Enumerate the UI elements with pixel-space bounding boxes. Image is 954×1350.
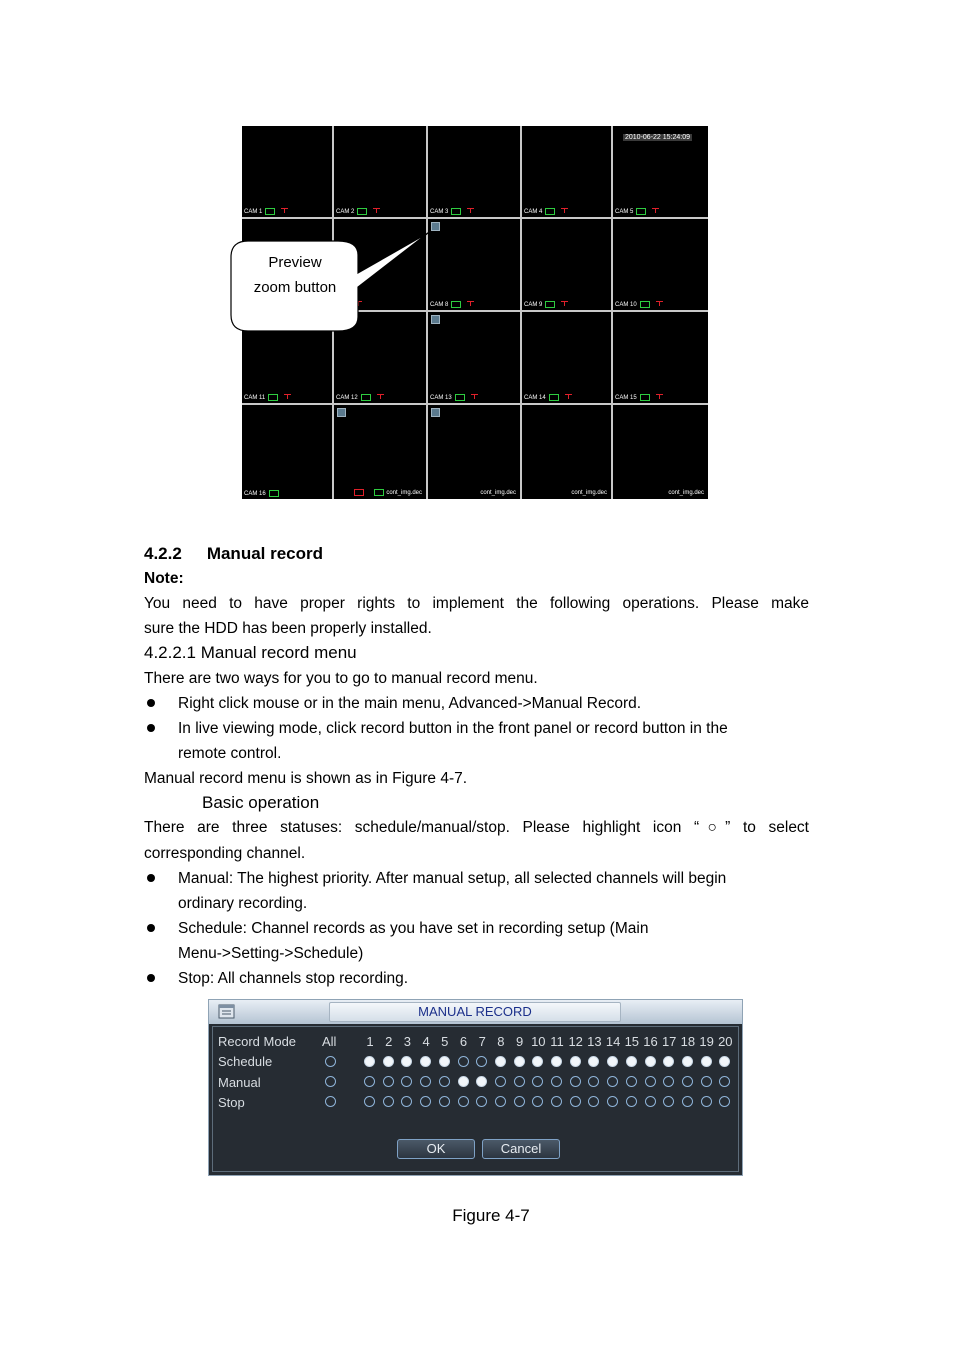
radio-schedule-ch5[interactable] xyxy=(439,1056,450,1067)
bullet-text: Right click mouse or in the main menu, Advanced->Manual Record. xyxy=(178,695,642,712)
channel-header: 12 xyxy=(568,1034,583,1049)
dialog-title: MANUAL RECORD xyxy=(329,1002,621,1022)
radio-schedule-ch11[interactable] xyxy=(551,1056,562,1067)
row-label-schedule: Schedule xyxy=(218,1054,273,1069)
radio-schedule-ch2[interactable] xyxy=(383,1056,394,1067)
camera-label: CAM 14 xyxy=(524,394,572,401)
radio-manual-ch5[interactable] xyxy=(439,1076,450,1087)
radio-stop-ch9[interactable] xyxy=(514,1096,525,1107)
camera-tile[interactable] xyxy=(522,312,611,403)
camera-label: CAM 13 xyxy=(430,394,478,401)
bullet-text: ordinary recording. xyxy=(178,895,308,912)
camera-tile[interactable] xyxy=(613,312,708,403)
bullet-text: Manual: The highest priority. After manual setup, all selected channels will begin xyxy=(178,870,727,887)
camera-tile[interactable] xyxy=(613,405,708,499)
note-label: Note: xyxy=(144,570,184,587)
radio-manual-ch8[interactable] xyxy=(495,1076,506,1087)
radio-manual-ch18[interactable] xyxy=(682,1076,693,1087)
channel-header: 20 xyxy=(718,1034,733,1049)
intro-text: There are two ways for you to go to manual record menu. xyxy=(144,670,538,687)
bullet-text: In live viewing mode, click record button in the front panel or record button in the xyxy=(178,720,728,737)
channel-header: 3 xyxy=(403,1034,411,1049)
camera-label: CAM 10 xyxy=(615,301,663,308)
camera-tile[interactable] xyxy=(334,405,426,499)
note-text: You need to have proper rights to implement the following operations. Please make xyxy=(144,595,809,612)
camera-tile[interactable] xyxy=(428,312,520,403)
channel-header: 8 xyxy=(497,1034,505,1049)
radio-schedule-ch9[interactable] xyxy=(514,1056,525,1067)
file-label: cont_img.dec xyxy=(668,490,704,496)
channel-header: 10 xyxy=(531,1034,546,1049)
channel-header: 14 xyxy=(605,1034,621,1049)
bullet-icon xyxy=(147,974,155,982)
radio-stop-ch19[interactable] xyxy=(701,1096,712,1107)
radio-manual-ch1[interactable] xyxy=(364,1076,375,1087)
radio-schedule-ch8[interactable] xyxy=(495,1056,506,1067)
camera-tile[interactable] xyxy=(242,405,332,499)
calendar-icon xyxy=(217,1002,237,1020)
file-label: cont_img.dec xyxy=(571,490,607,496)
manual-record-dialog xyxy=(208,999,743,1176)
radio-manual-ch15[interactable] xyxy=(626,1076,637,1087)
callout-text: Preview zoom button xyxy=(253,254,337,296)
zoom-icon[interactable] xyxy=(431,408,440,417)
camera-label: CAM 11 xyxy=(244,394,291,401)
radio-manual-ch16[interactable] xyxy=(645,1076,656,1087)
channel-header: 6 xyxy=(459,1034,468,1049)
camera-label: CAM 4 xyxy=(524,208,568,215)
body-text: There are three statuses: schedule/manual/stop. Please highlight icon “○” to select xyxy=(144,819,809,836)
row-label-stop: Stop xyxy=(218,1095,245,1110)
channel-header: 1 xyxy=(366,1034,374,1049)
radio-manual-ch9[interactable] xyxy=(514,1076,525,1087)
camera-tile[interactable] xyxy=(522,219,611,310)
camera-label: CAM 12 xyxy=(336,394,384,401)
channel-header: 16 xyxy=(643,1034,658,1049)
body-text: corresponding channel. xyxy=(144,845,306,862)
camera-label: CAM 1 xyxy=(244,208,288,215)
bullet-text: remote control. xyxy=(178,745,282,762)
channel-header: 9 xyxy=(515,1034,524,1049)
camera-tile[interactable] xyxy=(522,405,611,499)
ok-button[interactable]: OK xyxy=(397,1139,475,1159)
radio-stop-ch2[interactable] xyxy=(383,1096,394,1107)
body-text: Manual record menu is shown as in Figure 4-7. xyxy=(144,770,468,787)
camera-tile[interactable] xyxy=(428,219,520,310)
camera-tile[interactable] xyxy=(522,126,611,217)
channel-header: 15 xyxy=(624,1034,640,1049)
figure-caption: Figure 4-7 xyxy=(452,1206,530,1225)
radio-schedule-ch18[interactable] xyxy=(682,1056,693,1067)
radio-all-schedule[interactable] xyxy=(325,1056,336,1067)
radio-stop-ch16[interactable] xyxy=(645,1096,656,1107)
radio-stop-ch15[interactable] xyxy=(626,1096,637,1107)
radio-schedule-ch1[interactable] xyxy=(364,1056,375,1067)
channel-header: 17 xyxy=(661,1034,677,1049)
camera-tile[interactable] xyxy=(613,126,708,217)
radio-all-stop[interactable] xyxy=(325,1096,336,1107)
row-label-manual: Manual xyxy=(218,1075,261,1090)
bullet-icon xyxy=(147,924,155,932)
camera-label: CAM 15 xyxy=(615,394,663,401)
radio-schedule-ch15[interactable] xyxy=(626,1056,637,1067)
channel-header: 18 xyxy=(680,1034,696,1049)
radio-manual-ch11[interactable] xyxy=(551,1076,562,1087)
camera-label: CAM 16 xyxy=(244,490,279,497)
camera-label: CAM 9 xyxy=(524,301,568,308)
radio-manual-ch12[interactable] xyxy=(570,1076,581,1087)
file-label: cont_img.dec xyxy=(480,490,516,496)
radio-manual-ch2[interactable] xyxy=(383,1076,394,1087)
note-text: sure the HDD has been properly installed. xyxy=(144,620,432,637)
radio-stop-ch6[interactable] xyxy=(458,1096,469,1107)
bullet-text: Schedule: Channel records as you have set in recording setup (Main xyxy=(178,920,649,937)
radio-stop-ch8[interactable] xyxy=(495,1096,506,1107)
camera-label: CAM 5 xyxy=(615,208,659,215)
camera-label: CAM 3 xyxy=(430,208,474,215)
radio-schedule-ch6[interactable] xyxy=(458,1056,469,1067)
channel-header: 4 xyxy=(422,1034,430,1049)
section-heading: 4.2.2 Manual record xyxy=(144,544,324,563)
radio-schedule-ch19[interactable] xyxy=(701,1056,712,1067)
camera-tile[interactable] xyxy=(613,219,708,310)
camera-label: CAM 8 xyxy=(430,301,474,308)
radio-stop-ch12[interactable] xyxy=(570,1096,581,1107)
channel-header: 11 xyxy=(550,1034,564,1049)
radio-all-manual[interactable] xyxy=(325,1076,336,1087)
channel-header: 2 xyxy=(385,1034,393,1049)
radio-stop-ch18[interactable] xyxy=(682,1096,693,1107)
camera-tile[interactable] xyxy=(242,126,332,217)
bullet-text: Menu->Setting->Schedule) xyxy=(178,945,364,962)
channel-header: 7 xyxy=(478,1034,486,1049)
radio-schedule-ch16[interactable] xyxy=(645,1056,656,1067)
radio-schedule-ch12[interactable] xyxy=(570,1056,581,1067)
radio-stop-ch11[interactable] xyxy=(551,1096,562,1107)
sub-heading: 4.2.2.1 Manual record menu xyxy=(144,643,357,662)
camera-tile[interactable] xyxy=(334,126,426,217)
datetime-display: 2010-06-22 15:24:09 xyxy=(625,134,690,141)
bullet-icon xyxy=(147,874,155,882)
bullet-text: Stop: All channels stop recording. xyxy=(178,970,409,987)
radio-stop-ch5[interactable] xyxy=(439,1096,450,1107)
all-column-header: All xyxy=(322,1034,337,1049)
radio-stop-ch1[interactable] xyxy=(364,1096,375,1107)
channel-header: 13 xyxy=(587,1034,602,1049)
camera-label: CAM 2 xyxy=(336,208,380,215)
channel-header: 5 xyxy=(441,1034,449,1049)
cancel-button[interactable]: Cancel xyxy=(482,1139,560,1159)
dialog-title-bar xyxy=(209,1000,742,1024)
sub-heading: Basic operation xyxy=(202,793,320,812)
record-mode-header: Record Mode xyxy=(218,1034,297,1049)
zoom-icon[interactable] xyxy=(337,408,346,417)
bullet-icon xyxy=(147,699,155,707)
radio-manual-ch6[interactable] xyxy=(458,1076,469,1087)
radio-manual-ch19[interactable] xyxy=(701,1076,712,1087)
camera-tile[interactable] xyxy=(428,126,520,217)
channel-header: 19 xyxy=(699,1034,714,1049)
camera-tile[interactable] xyxy=(428,405,520,499)
file-label: cont_img.dec xyxy=(354,489,422,496)
bullet-icon xyxy=(147,724,155,732)
